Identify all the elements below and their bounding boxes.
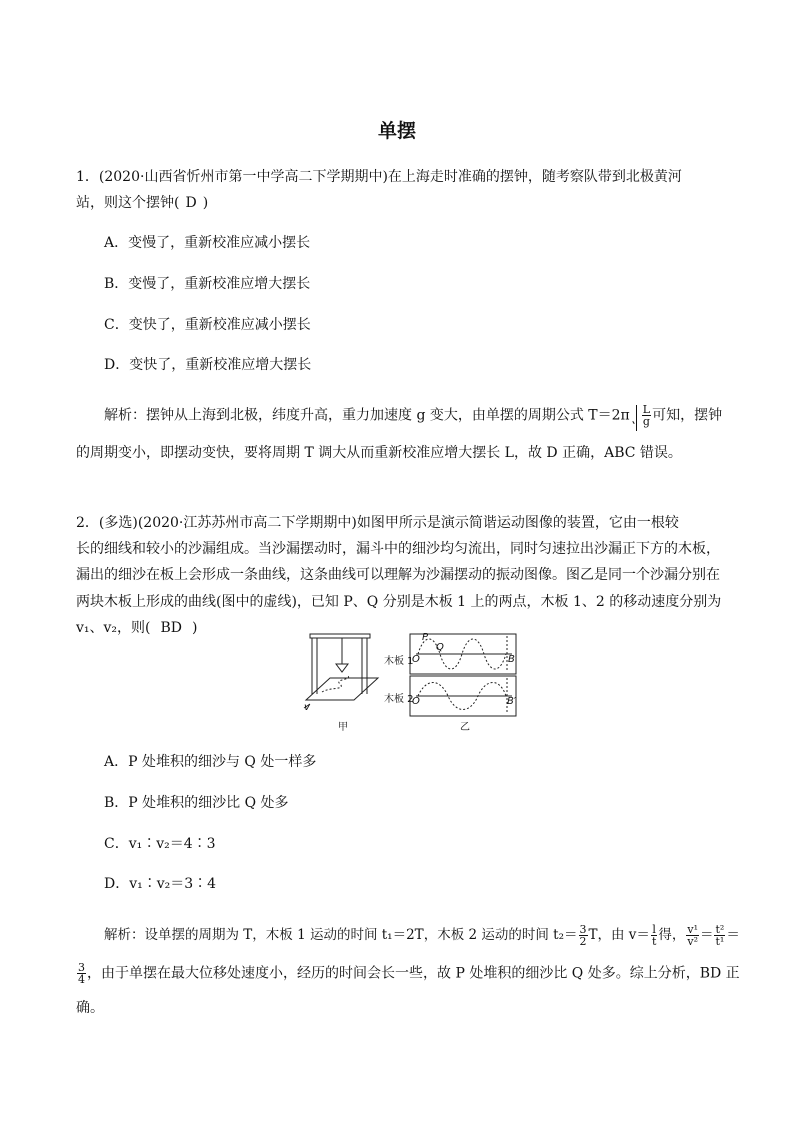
- q2-analysis-text-b: T，由 v＝: [588, 927, 650, 943]
- q1-option-b: B．变慢了，重新校准应增大摆长: [104, 276, 311, 292]
- q2-answer: BD: [160, 620, 183, 636]
- fraction-numerator: L: [642, 403, 651, 416]
- q2-stem-line-1: 2．(多选)(2020·江苏苏州市高二下学期期中)如图甲所示是演示简谐运动图像的装置，它由一根较: [76, 515, 679, 531]
- fraction-l-over-g: [642, 404, 651, 427]
- label-v: v: [304, 702, 310, 713]
- equals-sign: ＝: [726, 927, 740, 943]
- q1-stem-prefix: 站，则这个摆钟(: [76, 195, 180, 211]
- sqrt-symbol: [632, 404, 652, 427]
- fraction-denominator: t¹: [715, 935, 725, 948]
- label-b: B: [508, 654, 515, 665]
- q2-option-b: B．P 处堆积的细沙比 Q 处多: [104, 795, 289, 811]
- sand-pendulum-figure: [300, 632, 520, 732]
- q2-analysis-text-a: 解析：设单摆的周期为 T，木板 1 运动的时间 t₁＝2T，木板 2 运动的时间 t₂＝: [104, 927, 578, 943]
- q2-analysis-line-1: [104, 924, 740, 947]
- label-yi: 乙: [460, 722, 470, 733]
- fraction-denominator: t: [651, 935, 657, 948]
- fraction-3-over-4: [77, 962, 86, 985]
- q2-analysis-text-c: 得，: [658, 927, 686, 943]
- q2-option-d: D．v₁∶v₂＝3∶4: [104, 876, 217, 892]
- q2-stem-line-2: 长的细线和较小的沙漏组成。当沙漏摆动时，漏斗中的细沙均匀流出，同时匀速拉出沙漏正下方的木板，: [76, 541, 720, 557]
- q1-stem-line-1: 1．(2020·山西省忻州市第一中学高二下学期期中)在上海走时准确的摆钟，随考察队带到北极黄河: [76, 169, 682, 185]
- fraction-3-over-2: [579, 924, 588, 947]
- fraction-l-over-t: [651, 924, 657, 947]
- q2-stem-prefix: v₁、v₂，则(: [76, 620, 151, 636]
- boards-yi: [410, 634, 516, 716]
- fraction-numerator: l: [652, 923, 656, 936]
- q2-stem-line-3: 漏出的细沙在板上会形成一条曲线，这条曲线可以理解为沙漏摆动的振动图像。图乙是同一个沙漏分别在: [76, 567, 720, 583]
- fraction-denominator: v²: [687, 935, 698, 948]
- q1-option-a: A．变慢了，重新校准应减小摆长: [104, 235, 311, 251]
- label-board-2: 木板 2: [384, 694, 414, 705]
- fraction-denominator: 4: [78, 973, 85, 986]
- q2-option-c: C．v₁∶v₂＝4∶3: [104, 836, 216, 852]
- q1-option-d: D．变快了，重新校准应增大摆长: [104, 357, 312, 373]
- q1-analysis-line-1: [104, 404, 722, 427]
- fraction-denominator: g: [642, 415, 650, 428]
- q2-analysis-line-3: 确。: [76, 1000, 104, 1016]
- q1-answer: D: [185, 195, 197, 211]
- apparatus-jia: [304, 634, 378, 708]
- q1-analysis-text: 解析：摆钟从上海到北极，纬度升高，重力加速度 g 变大，由单摆的周期公式 T＝2π: [104, 407, 630, 424]
- fraction-t2-over-t1: [714, 924, 725, 947]
- fraction-numerator: t²: [715, 923, 725, 936]
- page-title: 单摆: [377, 120, 416, 142]
- label-q: Q: [436, 642, 444, 653]
- figure-svg: [300, 632, 520, 732]
- label-o-1: O: [412, 654, 420, 665]
- fraction-v1-over-v2: [686, 924, 699, 947]
- q2-option-a: A．P 处堆积的细沙与 Q 处一样多: [104, 754, 317, 770]
- q2-stem-suffix: ): [192, 620, 198, 636]
- label-p: P: [422, 632, 429, 643]
- fraction-numerator: 3: [579, 923, 587, 936]
- fraction-numerator: 3: [78, 961, 85, 974]
- label-o-2: O: [412, 696, 420, 707]
- q2-stem-line-4: 两块木板上形成的曲线(图中的虚线)，已知 P、Q 分别是木板 1 上的两点，木板 1、2 的移动速度分别为: [76, 594, 722, 610]
- fraction-numerator: v¹: [687, 923, 698, 936]
- label-board-1: 木板 1: [384, 656, 414, 667]
- q1-stem-suffix: ): [202, 195, 209, 211]
- fraction-denominator: 2: [579, 935, 587, 948]
- q2-analysis-text-d: ，由于单摆在最大位移处速度小，经历的时间会长一些，故 P 处堆积的细沙比 Q 处多。综上分析，BD 正: [87, 965, 740, 982]
- q2-analysis-line-2: [76, 962, 740, 985]
- q2-stem-line-5: [76, 618, 198, 638]
- q1-stem-line-2: [76, 193, 208, 213]
- q1-analysis-suffix: 可知，摆钟: [652, 407, 723, 424]
- label-jia: 甲: [338, 722, 348, 733]
- q1-analysis-line-2: 的周期变小，即摆动变快，要将周期 T 调大从而重新校准应增大摆长 L，故 D 正确，ABC 错误。: [76, 445, 682, 461]
- label-b-prime: B′: [507, 696, 517, 707]
- q1-option-c: C．变快了，重新校准应减小摆长: [104, 317, 311, 333]
- equals-sign: ＝: [699, 927, 714, 943]
